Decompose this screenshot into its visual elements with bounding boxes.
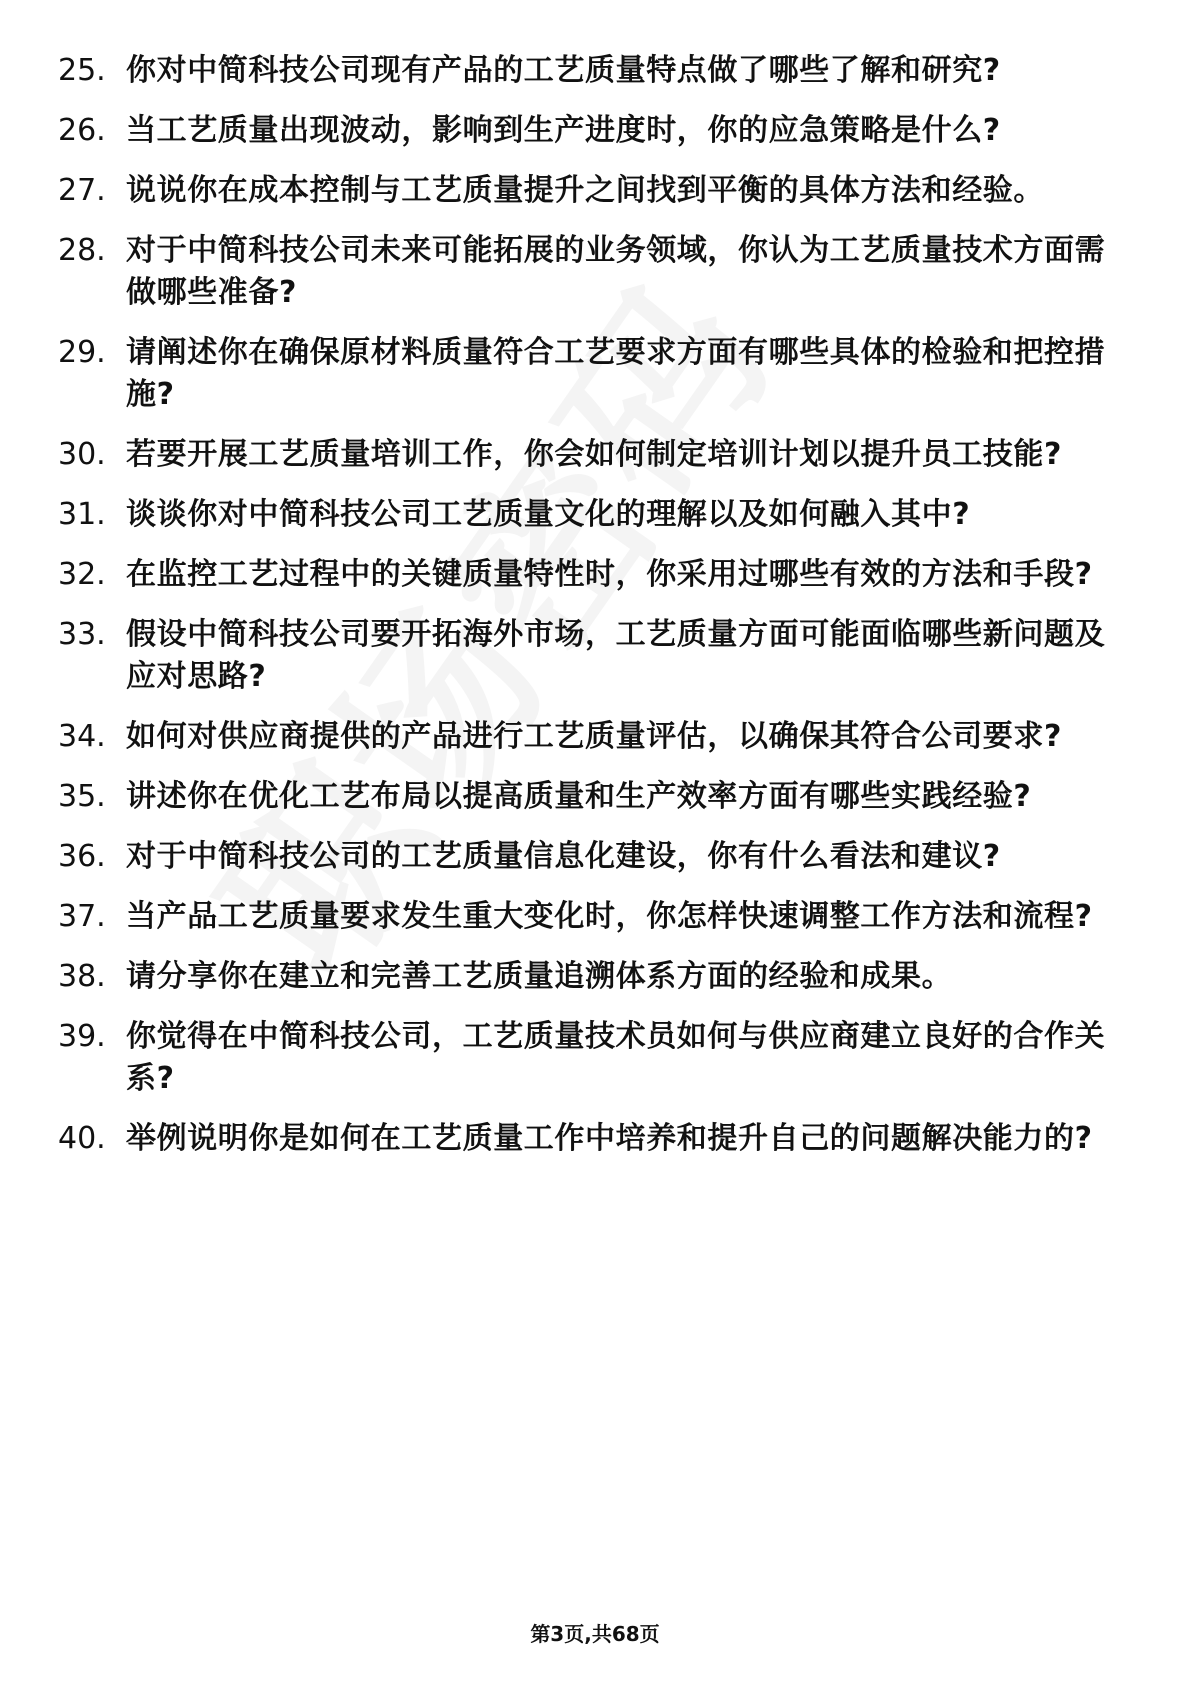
question-item [58, 614, 1118, 698]
question-item [58, 434, 1118, 476]
question-item [58, 1118, 1118, 1160]
question-text: 当工艺质量出现波动，影响到生产进度时，你的应急策略是什么? [126, 113, 1001, 148]
question-text: 当产品工艺质量要求发生重大变化时，你怎样快速调整工作方法和流程? [126, 899, 1093, 934]
question-text: 讲述你在优化工艺布局以提高质量和生产效率方面有哪些实践经验? [126, 779, 1032, 814]
question-number: 36. [58, 839, 106, 874]
question-text: 若要开展工艺质量培训工作，你会如何制定培训计划以提升员工技能? [126, 437, 1063, 472]
question-number: 38. [58, 959, 106, 994]
question-item [58, 110, 1118, 152]
question-item [58, 776, 1118, 818]
question-number: 31. [58, 497, 106, 532]
question-item [58, 332, 1118, 416]
question-item [58, 896, 1118, 938]
question-text: 你对中简科技公司现有产品的工艺质量特点做了哪些了解和研究? [126, 53, 1001, 88]
question-item [58, 836, 1118, 878]
question-text: 对于中简科技公司未来可能拓展的业务领域，你认为工艺质量技术方面需做哪些准备? [126, 233, 1106, 310]
question-text: 请分享你在建立和完善工艺质量追溯体系方面的经验和成果。 [126, 959, 953, 994]
question-text: 对于中简科技公司的工艺质量信息化建设，你有什么看法和建议? [126, 839, 1001, 874]
question-number: 26. [58, 113, 106, 148]
question-item [58, 494, 1118, 536]
question-text: 说说你在成本控制与工艺质量提升之间找到平衡的具体方法和经验。 [126, 173, 1044, 208]
question-number: 25. [58, 53, 106, 88]
question-number: 33. [58, 617, 106, 652]
question-text: 在监控工艺过程中的关键质量特性时，你采用过哪些有效的方法和手段? [126, 557, 1093, 592]
question-number: 39. [58, 1019, 106, 1054]
question-text: 请阐述你在确保原材料质量符合工艺要求方面有哪些具体的检验和把控措施? [126, 335, 1106, 412]
question-number: 35. [58, 779, 106, 814]
question-text: 你觉得在中简科技公司，工艺质量技术员如何与供应商建立良好的合作关系? [126, 1019, 1106, 1096]
question-number: 29. [58, 335, 106, 370]
question-list [58, 50, 1118, 1178]
question-number: 32. [58, 557, 106, 592]
question-number: 27. [58, 173, 106, 208]
question-text: 如何对供应商提供的产品进行工艺质量评估，以确保其符合公司要求? [126, 719, 1063, 754]
question-item [58, 170, 1118, 212]
question-text: 假设中简科技公司要开拓海外市场，工艺质量方面可能面临哪些新问题及应对思路? [126, 617, 1106, 694]
question-item [58, 1016, 1118, 1100]
page-footer: 第3页,共68页 [530, 1622, 660, 1646]
question-item [58, 50, 1118, 92]
question-number: 40. [58, 1121, 106, 1156]
question-number: 28. [58, 233, 106, 268]
question-number: 37. [58, 899, 106, 934]
question-text: 谈谈你对中简科技公司工艺质量文化的理解以及如何融入其中? [126, 497, 971, 532]
question-number: 34. [58, 719, 106, 754]
question-item [58, 554, 1118, 596]
question-item [58, 956, 1118, 998]
question-text: 举例说明你是如何在工艺质量工作中培养和提升自己的问题解决能力的? [126, 1121, 1093, 1156]
question-item [58, 716, 1118, 758]
question-item [58, 230, 1118, 314]
question-number: 30. [58, 437, 106, 472]
